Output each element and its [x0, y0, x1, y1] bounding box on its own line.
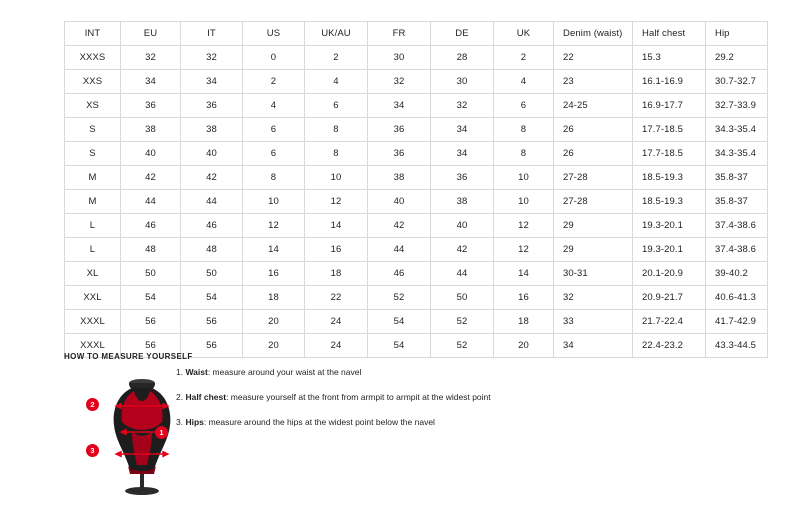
cell-int: M [65, 190, 121, 214]
cell-ukau: 2 [305, 46, 368, 70]
instruction-hips-term: Hips [185, 417, 204, 427]
cell-denim-waist: 33 [554, 310, 633, 334]
cell-half-chest: 18.5-19.3 [633, 190, 706, 214]
cell-int: XL [65, 262, 121, 286]
cell-int: L [65, 238, 121, 262]
table-row [65, 262, 768, 286]
column-header-us: US [243, 22, 305, 46]
cell-it: 56 [181, 334, 243, 358]
cell-denim-waist: 29 [554, 238, 633, 262]
cell-ukau: 6 [305, 94, 368, 118]
cell-us: 12 [243, 214, 305, 238]
cell-denim-waist: 26 [554, 142, 633, 166]
cell-hip: 40.6-41.3 [706, 286, 768, 310]
cell-denim-waist: 27-28 [554, 190, 633, 214]
cell-fr: 32 [368, 70, 431, 94]
cell-us: 16 [243, 262, 305, 286]
column-header-eu: EU [121, 22, 181, 46]
cell-it: 48 [181, 238, 243, 262]
cell-eu: 34 [121, 70, 181, 94]
cell-de: 44 [431, 262, 494, 286]
badge-hips-marker: 3 [86, 444, 99, 457]
cell-hip: 34.3-35.4 [706, 142, 768, 166]
cell-half-chest: 17.7-18.5 [633, 142, 706, 166]
cell-eu: 40 [121, 142, 181, 166]
cell-uk: 6 [494, 94, 554, 118]
cell-hip: 41.7-42.9 [706, 310, 768, 334]
instruction-waist-term: Waist [185, 367, 208, 377]
instruction-half-chest [176, 391, 596, 403]
cell-denim-waist: 23 [554, 70, 633, 94]
cell-us: 6 [243, 118, 305, 142]
cell-us: 8 [243, 166, 305, 190]
cell-it: 40 [181, 142, 243, 166]
cell-it: 38 [181, 118, 243, 142]
cell-ukau: 14 [305, 214, 368, 238]
measure-instructions [176, 366, 596, 441]
column-header-denim-waist: Denim (waist) [554, 22, 633, 46]
instruction-half-chest-text: : measure yourself at the front from armpit to armpit at the widest point [226, 392, 491, 402]
cell-uk: 10 [494, 166, 554, 190]
cell-ukau: 24 [305, 310, 368, 334]
table-row [65, 190, 768, 214]
cell-uk: 16 [494, 286, 554, 310]
cell-us: 20 [243, 334, 305, 358]
table-row [65, 70, 768, 94]
cell-denim-waist: 27-28 [554, 166, 633, 190]
table-row [65, 118, 768, 142]
cell-us: 14 [243, 238, 305, 262]
table-row [65, 166, 768, 190]
cell-fr: 46 [368, 262, 431, 286]
cell-denim-waist: 30-31 [554, 262, 633, 286]
cell-it: 42 [181, 166, 243, 190]
cell-it: 32 [181, 46, 243, 70]
cell-int: XXXL [65, 334, 121, 358]
cell-half-chest: 16.1-16.9 [633, 70, 706, 94]
cell-uk: 12 [494, 238, 554, 262]
cell-int: XXXS [65, 46, 121, 70]
cell-fr: 34 [368, 94, 431, 118]
cell-int: L [65, 214, 121, 238]
cell-int: XS [65, 94, 121, 118]
cell-half-chest: 19.3-20.1 [633, 238, 706, 262]
cell-fr: 54 [368, 334, 431, 358]
cell-hip: 35.8-37 [706, 190, 768, 214]
cell-us: 0 [243, 46, 305, 70]
cell-ukau: 22 [305, 286, 368, 310]
cell-it: 56 [181, 310, 243, 334]
size-chart-container [64, 21, 757, 358]
cell-fr: 52 [368, 286, 431, 310]
cell-de: 36 [431, 166, 494, 190]
cell-fr: 54 [368, 310, 431, 334]
instruction-hips-text: : measure around the hips at the widest point below the navel [203, 417, 435, 427]
cell-ukau: 8 [305, 118, 368, 142]
cell-hip: 30.7-32.7 [706, 70, 768, 94]
instruction-waist [176, 366, 596, 378]
cell-ukau: 10 [305, 166, 368, 190]
cell-denim-waist: 22 [554, 46, 633, 70]
column-header-fr: FR [368, 22, 431, 46]
cell-denim-waist: 29 [554, 214, 633, 238]
cell-fr: 36 [368, 118, 431, 142]
cell-ukau: 16 [305, 238, 368, 262]
cell-hip: 35.8-37 [706, 166, 768, 190]
cell-fr: 44 [368, 238, 431, 262]
cell-int: XXL [65, 286, 121, 310]
cell-eu: 38 [121, 118, 181, 142]
cell-eu: 36 [121, 94, 181, 118]
cell-fr: 38 [368, 166, 431, 190]
cell-de: 34 [431, 118, 494, 142]
cell-it: 54 [181, 286, 243, 310]
column-header-half-chest: Half chest [633, 22, 706, 46]
column-header-de: DE [431, 22, 494, 46]
cell-de: 52 [431, 310, 494, 334]
cell-int: M [65, 166, 121, 190]
instruction-half-chest-number: 2. [176, 392, 186, 402]
cell-us: 20 [243, 310, 305, 334]
cell-de: 32 [431, 94, 494, 118]
how-to-measure-title: HOW TO MEASURE YOURSELF [64, 352, 193, 361]
cell-int: S [65, 142, 121, 166]
column-header-hip: Hip [706, 22, 768, 46]
cell-de: 42 [431, 238, 494, 262]
cell-half-chest: 20.9-21.7 [633, 286, 706, 310]
cell-uk: 10 [494, 190, 554, 214]
cell-it: 50 [181, 262, 243, 286]
table-row [65, 46, 768, 70]
cell-us: 6 [243, 142, 305, 166]
cell-it: 44 [181, 190, 243, 214]
instruction-hips [176, 416, 596, 428]
cell-us: 4 [243, 94, 305, 118]
cell-us: 18 [243, 286, 305, 310]
size-chart-table [64, 21, 768, 358]
cell-hip: 39-40.2 [706, 262, 768, 286]
cell-fr: 42 [368, 214, 431, 238]
badge-half-chest-marker: 2 [86, 398, 99, 411]
table-row [65, 94, 768, 118]
table-row [65, 310, 768, 334]
table-row [65, 214, 768, 238]
cell-ukau: 8 [305, 142, 368, 166]
cell-hip: 32.7-33.9 [706, 94, 768, 118]
cell-ukau: 18 [305, 262, 368, 286]
cell-hip: 43.3-44.5 [706, 334, 768, 358]
cell-hip: 29.2 [706, 46, 768, 70]
cell-hip: 37.4-38.6 [706, 214, 768, 238]
cell-half-chest: 15.3 [633, 46, 706, 70]
cell-us: 2 [243, 70, 305, 94]
cell-us: 10 [243, 190, 305, 214]
cell-uk: 14 [494, 262, 554, 286]
instruction-hips-number: 3. [176, 417, 186, 427]
cell-eu: 48 [121, 238, 181, 262]
cell-int: S [65, 118, 121, 142]
cell-eu: 56 [121, 334, 181, 358]
table-row [65, 142, 768, 166]
instruction-half-chest-term: Half chest [185, 392, 227, 402]
table-row [65, 238, 768, 262]
cell-denim-waist: 32 [554, 286, 633, 310]
cell-de: 30 [431, 70, 494, 94]
cell-int: XXS [65, 70, 121, 94]
cell-it: 46 [181, 214, 243, 238]
cell-denim-waist: 34 [554, 334, 633, 358]
cell-de: 52 [431, 334, 494, 358]
cell-denim-waist: 24-25 [554, 94, 633, 118]
cell-de: 38 [431, 190, 494, 214]
cell-de: 40 [431, 214, 494, 238]
instruction-waist-text: : measure around your waist at the navel [207, 367, 362, 377]
table-header-row [65, 22, 768, 46]
cell-fr: 40 [368, 190, 431, 214]
cell-it: 36 [181, 94, 243, 118]
cell-fr: 36 [368, 142, 431, 166]
table-row [65, 286, 768, 310]
cell-int: XXXL [65, 310, 121, 334]
cell-ukau: 12 [305, 190, 368, 214]
badge-waist-marker: 1 [155, 426, 168, 439]
cell-half-chest: 20.1-20.9 [633, 262, 706, 286]
column-header-ukau: UK/AU [305, 22, 368, 46]
cell-uk: 8 [494, 118, 554, 142]
column-header-int: INT [65, 22, 121, 46]
cell-ukau: 4 [305, 70, 368, 94]
cell-uk: 4 [494, 70, 554, 94]
cell-eu: 44 [121, 190, 181, 214]
column-header-uk: UK [494, 22, 554, 46]
cell-hip: 37.4-38.6 [706, 238, 768, 262]
cell-eu: 42 [121, 166, 181, 190]
cell-half-chest: 19.3-20.1 [633, 214, 706, 238]
cell-half-chest: 18.5-19.3 [633, 166, 706, 190]
cell-eu: 56 [121, 310, 181, 334]
cell-uk: 20 [494, 334, 554, 358]
cell-de: 50 [431, 286, 494, 310]
cell-ukau: 24 [305, 334, 368, 358]
cell-uk: 12 [494, 214, 554, 238]
instruction-waist-number: 1. [176, 367, 186, 377]
cell-eu: 32 [121, 46, 181, 70]
cell-fr: 30 [368, 46, 431, 70]
cell-eu: 46 [121, 214, 181, 238]
cell-half-chest: 16.9-17.7 [633, 94, 706, 118]
column-header-it: IT [181, 22, 243, 46]
cell-half-chest: 17.7-18.5 [633, 118, 706, 142]
cell-de: 28 [431, 46, 494, 70]
cell-hip: 34.3-35.4 [706, 118, 768, 142]
cell-uk: 18 [494, 310, 554, 334]
cell-de: 34 [431, 142, 494, 166]
cell-half-chest: 22.4-23.2 [633, 334, 706, 358]
cell-denim-waist: 26 [554, 118, 633, 142]
cell-uk: 8 [494, 142, 554, 166]
cell-eu: 54 [121, 286, 181, 310]
cell-uk: 2 [494, 46, 554, 70]
cell-half-chest: 21.7-22.4 [633, 310, 706, 334]
cell-it: 34 [181, 70, 243, 94]
cell-eu: 50 [121, 262, 181, 286]
